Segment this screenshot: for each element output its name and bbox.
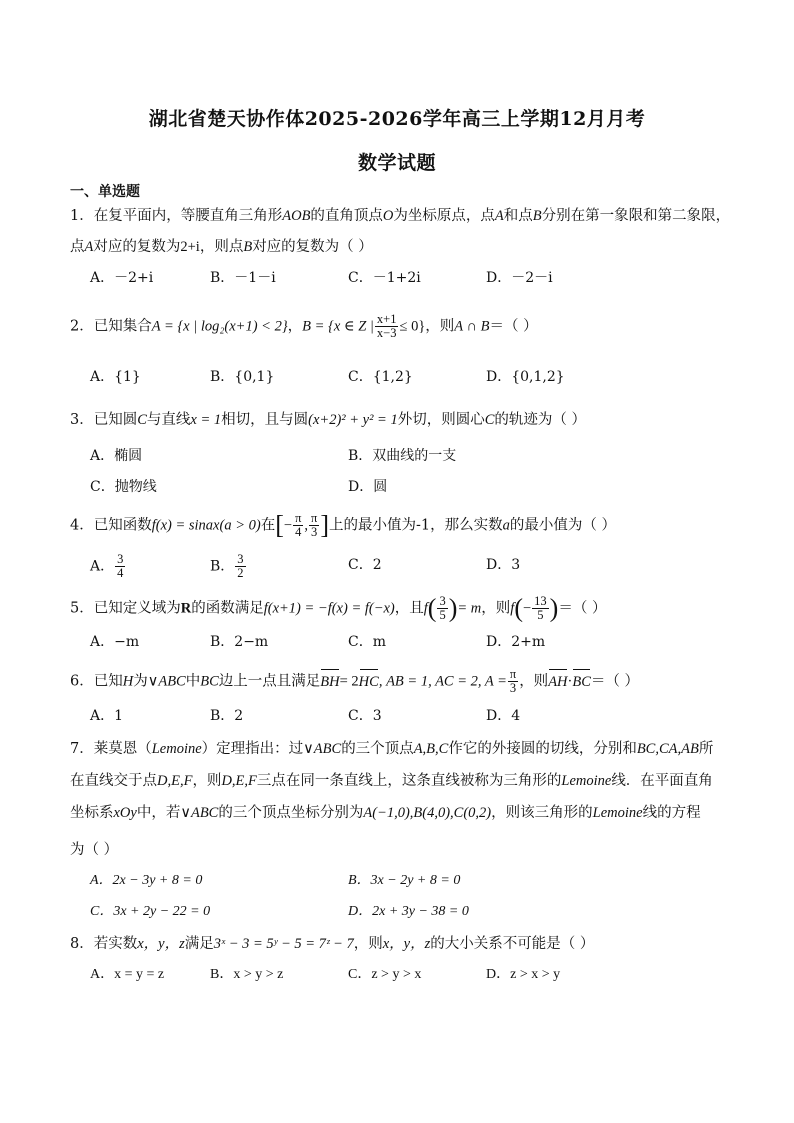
section-heading: 一、单选题: [70, 184, 140, 200]
q4-stem: 4．已知函数f(x) = sinax(a > 0)在[− $\frac{\pi}{4}$ , $\frac{\pi}{3}$ ]上的最小值为-1，那么实数a的最小值为（ ）: [70, 510, 616, 540]
q8-option-a: A．x = y = z: [90, 967, 165, 982]
q1-option-c: C．－1+2i: [348, 270, 421, 286]
q4-option-d: D．3: [486, 557, 521, 573]
q7-option-a: A．2x − 3y + 8 = 0: [90, 873, 203, 888]
q4-option-a: A． $\frac{3}{4}$: [90, 552, 124, 580]
q1-line2: 点A对应的复数为2+i，则点B对应的复数为（ ）: [70, 239, 373, 255]
q7-option-b: B．3x − 2y + 8 = 0: [348, 873, 461, 888]
q3-option-b: B．双曲线的一支: [348, 448, 457, 464]
q1-option-a: A．－2+i: [90, 270, 154, 286]
q1-option-b: B．－1－i: [210, 270, 276, 286]
q6-stem: 6．已知H为∨ABC中BC边上一点且满足BH= 2HC, AB = 1, AC = 2, A = $\frac{\pi}{3}$ ，则AH·BC＝（ ）: [70, 667, 640, 695]
exam-title: 湖北省楚天协作体2025-2026学年高三上学期12月月考: [148, 108, 646, 130]
q2-option-a: A．{1}: [90, 369, 141, 385]
exam-subtitle: 数学试题: [357, 152, 436, 174]
q3-option-d: D．圆: [348, 479, 388, 495]
q2-stem: 2．已知集合A = {x | log₂(x+1) < 2}，B = {x ∈ Z | $\frac{x+1}{x-3}$ ≤ 0}，则A ∩ B＝（ ）: [70, 312, 538, 340]
q4-option-c: C．2: [348, 557, 382, 573]
q3-option-c: C．抛物线: [90, 479, 157, 495]
q7-option-d: D．2x + 3y − 38 = 0: [348, 904, 469, 919]
q7-line4: 为（ ）: [70, 842, 119, 858]
q5-stem: 5．已知定义域为R的函数满足f(x+1) = −f(x) = f(−x)，且f( $\frac{3}{5}$ )= m，则f(− $\frac{13}{5}$ )＝（ ）: [70, 593, 607, 623]
q7-line2: 在直线交于点D,E,F，则D,E,F三点在同一条直线上，这条直线被称为三角形的Lemoine线．在平面直角: [70, 773, 713, 789]
q6-option-d: D．4: [486, 708, 521, 724]
q2-option-c: C．{1,2}: [348, 369, 413, 385]
q2-option-b: B．{0,1}: [210, 369, 275, 385]
q2-option-d: D．{0,1,2}: [486, 369, 565, 385]
q5-option-b: B．2−m: [210, 634, 269, 650]
q1-option-d: D．－2－i: [486, 270, 553, 286]
q8-stem: 8．若实数x，y，z满足3ˣ − 3 = 5ʸ − 5 = 7ᶻ − 7，则x，y，z的大小关系不可能是（ ）: [70, 936, 595, 952]
q5-option-a: A．−m: [90, 634, 140, 650]
q3-stem: 3．已知圆C与直线x = 1相切，且与圆(x+2)² + y² = 1外切，则圆心C的轨迹为（ ）: [70, 412, 586, 428]
q6-option-a: A．1: [90, 708, 124, 724]
q8-option-b: B．x > y > z: [210, 967, 284, 982]
q5-option-d: D．2+m: [486, 634, 546, 650]
q7-line3: 坐标系xOy中，若∨ABC的三个顶点坐标分别为A(−1,0),B(4,0),C(0,2)，则该三角形的Lemoine线的方程: [70, 805, 701, 821]
q7-option-c: C．3x + 2y − 22 = 0: [90, 904, 211, 919]
q8-option-d: D．z > x > y: [486, 967, 561, 982]
q7-line1: 7．莱莫恩（Lemoine）定理指出：过∨ABC的三个顶点A,B,C作它的外接圆的切线，分别和BC,CA,AB所: [70, 741, 714, 757]
q8-option-c: C．z > y > x: [348, 967, 422, 982]
q5-option-c: C．m: [348, 634, 386, 650]
q6-option-c: C．3: [348, 708, 382, 724]
q3-option-a: A．椭圆: [90, 448, 143, 464]
q1-line1: 1．在复平面内，等腰直角三角形AOB的直角顶点O为坐标原点，点A和点B分别在第一象限和第二象限，: [70, 208, 731, 224]
q4-option-b: B． $\frac{3}{2}$: [210, 552, 244, 580]
q6-option-b: B．2: [210, 708, 244, 724]
